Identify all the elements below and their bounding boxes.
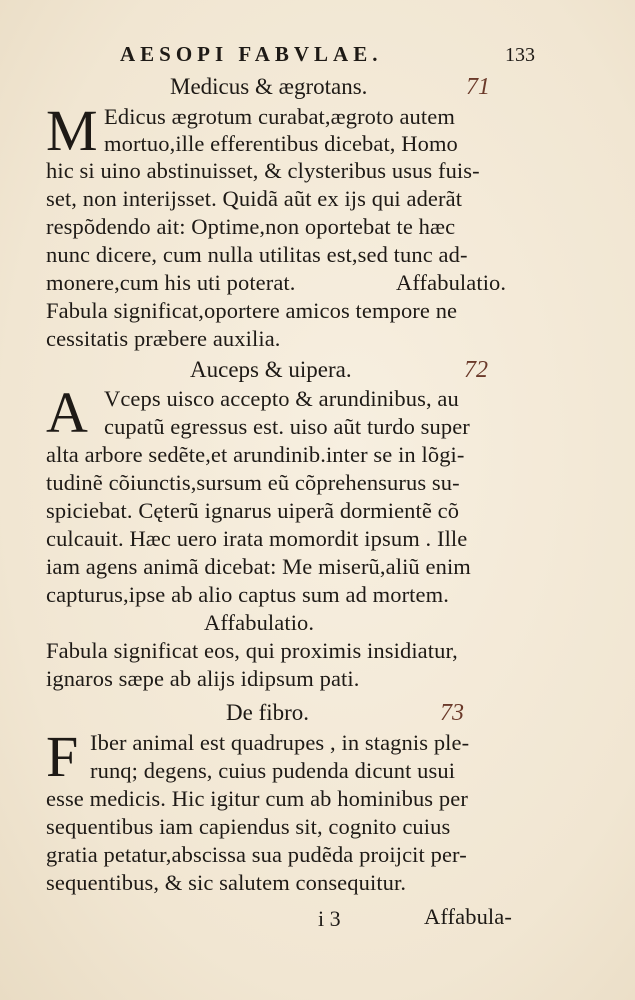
running-head: AESOPI FABVLAE.	[120, 42, 383, 66]
affabulatio-label: Affabulatio.	[396, 270, 507, 295]
moral-line: Fabula significat,oportere amicos tempore ne	[46, 298, 458, 323]
drop-initial: M	[46, 98, 98, 163]
text-line: culcauit. Hæc uero irata momordit ipsum . Ille	[46, 526, 468, 551]
drop-initial: A	[46, 380, 88, 445]
moral-line: ignaros sæpe ab alijs idipsum pati.	[46, 666, 360, 691]
drop-initial: F	[46, 724, 79, 789]
fable-number: 72	[464, 357, 488, 383]
fable-title: De fibro.	[226, 700, 310, 725]
text-line: cupatũ egressus est. uiso aũt turdo super	[104, 414, 470, 439]
text-line: hic si uino abstinuisset, & clysteribus usus fuis-	[46, 158, 480, 183]
fable-number: 71	[466, 74, 490, 100]
text-line: mortuo,ille efferentibus dicebat, Homo	[104, 131, 458, 156]
text-line: set, non interijsset. Quidã aũt ex ijs qui aderãt	[46, 186, 463, 211]
text-line: Edicus ægrotum curabat,ægroto autem	[104, 104, 455, 129]
text-line: sequentibus, & sic salutem consequitur.	[46, 870, 407, 895]
affabulatio-heading: Affabulatio.	[204, 610, 315, 635]
fable-title: Auceps & uipera.	[190, 357, 352, 382]
text-line: spiciebat. Cęterũ ignarus uiperã dormientẽ cõ	[46, 498, 460, 523]
page-number: 133	[505, 44, 535, 66]
text-line: iam agens animã dicebat: Me miserũ,aliũ enim	[46, 554, 471, 579]
text-line: capturus,ipse ab alio captus sum ad mortem.	[46, 582, 449, 607]
moral-line: Fabula significat eos, qui proximis insidiatur,	[46, 638, 458, 663]
text-line: Iber animal est quadrupes , in stagnis ple-	[90, 730, 470, 755]
text-line: sequentibus iam capiendus sit, cognito cuius	[46, 814, 451, 839]
text-line: gratia petatur,abscissa sua pudẽda proijcit per-	[46, 842, 467, 867]
text-line: esse medicis. Hic igitur cum ab hominibus per	[46, 786, 468, 811]
text-line: nunc dicere, cum nulla utilitas est,sed tunc ad-	[46, 242, 468, 267]
text-line: Vceps uisco accepto & arundinibus, au	[104, 386, 459, 411]
text-line: respõdendo ait: Optime,non oportebat te hæc	[46, 214, 456, 239]
fable-title: Medicus & ægrotans.	[170, 74, 368, 99]
text-line: alta arbore sedẽte,et arundinib.inter se in lõgi-	[46, 442, 465, 467]
text-line: tudinẽ cõiunctis,sursum eũ cõprehensurus su-	[46, 470, 460, 495]
fable-number: 73	[440, 700, 464, 726]
text-line: monere,cum his uti poterat.	[46, 270, 296, 295]
moral-line: cessitatis præbere auxilia.	[46, 326, 281, 351]
catchword: Affabula-	[424, 904, 512, 929]
text-line: runq; degens, cuius pudenda dicunt usui	[90, 758, 456, 783]
signature-mark: i 3	[318, 906, 341, 931]
